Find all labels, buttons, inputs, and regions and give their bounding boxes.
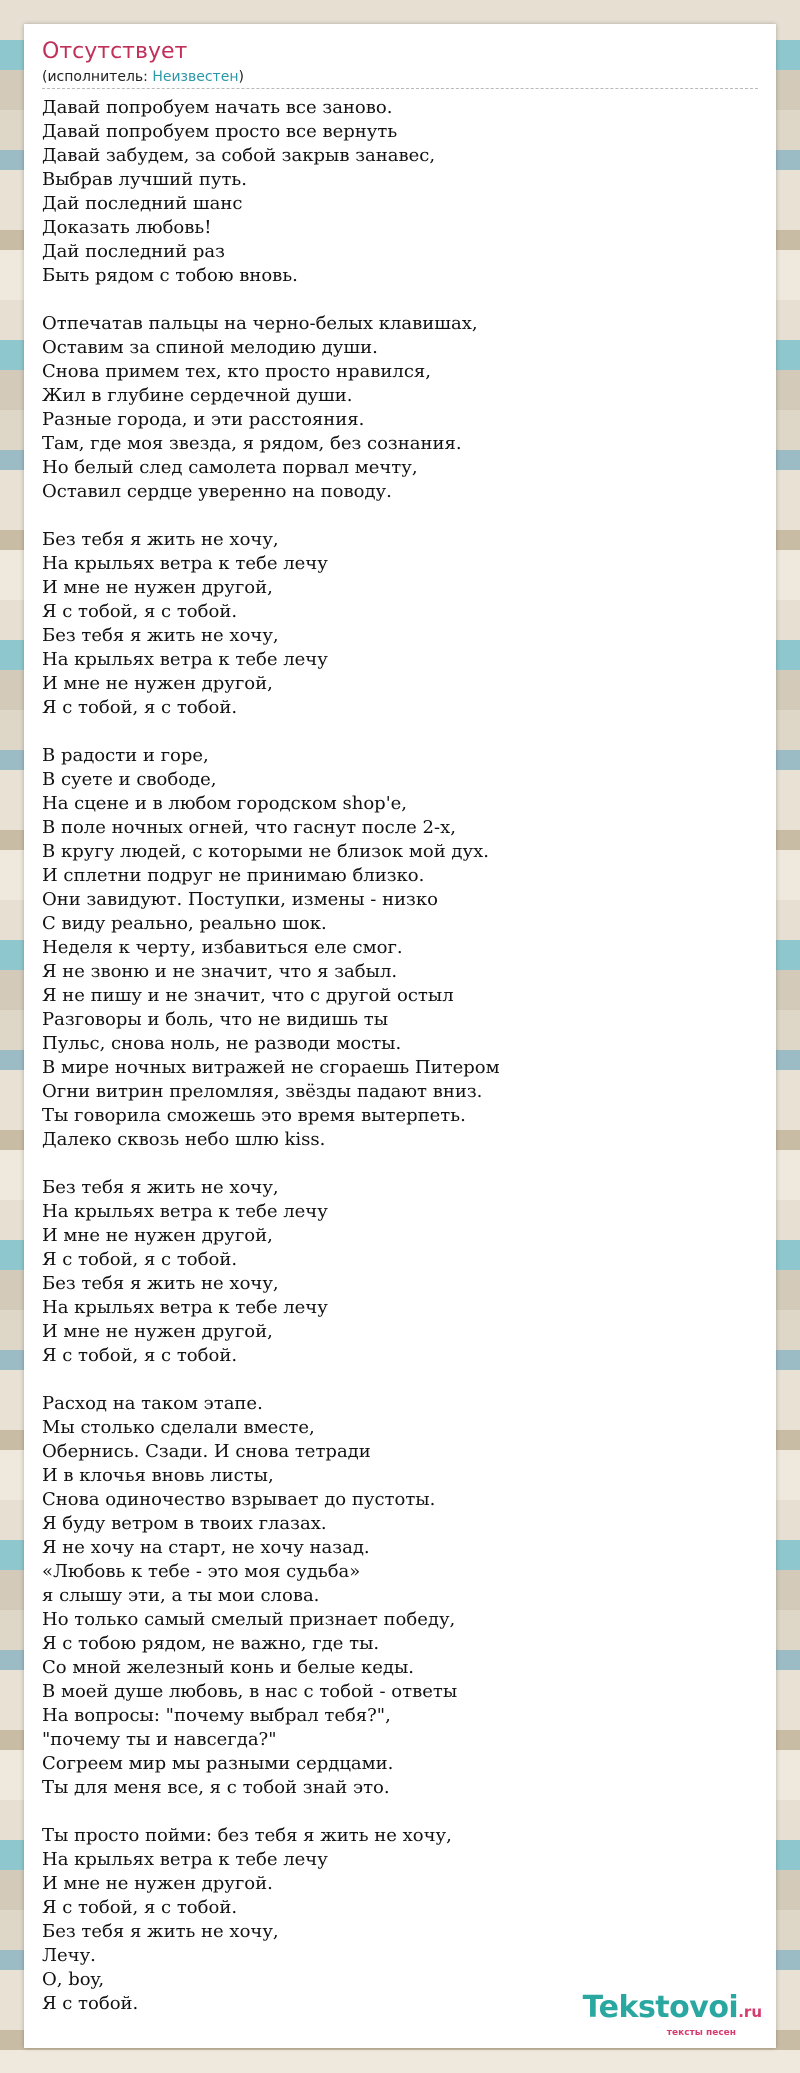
performer-line bbox=[42, 68, 758, 89]
lyrics-card bbox=[24, 24, 776, 2048]
performer-link[interactable]: Неизвестен bbox=[152, 69, 239, 85]
performer-suffix: ) bbox=[238, 69, 244, 85]
site-logo[interactable] bbox=[583, 1992, 762, 2038]
logo-wordmark bbox=[583, 1992, 762, 2028]
logo-name: Tekstovoi bbox=[582, 1990, 739, 2025]
logo-tagline: тексты песен bbox=[666, 2028, 736, 2038]
logo-tld: .ru bbox=[738, 2003, 762, 2021]
lyrics-text: Давай попробуем начать все заново. Давай попробуем просто все вернуть Давай забудем, за собой закрыв занавес, Выбрав лучший путь. Дай последний шанс Доказать любовь! Дай последний раз Быть рядом с тобою вновь. Отпечатав пальцы на черно-белых клавишах, Оставим за спиной мелодию души. Снова примем тех, кто просто нравился, Жил в глубине сердечной души. Разные города, и эти расстояния. Там, где моя звезда, я рядом, без сознания. Но белый след самолета порвал мечту, Оставил сердце уверенно на поводу. Без тебя я жить не хочу, На крыльях ветра к тебе лечу И мне не нужен другой, Я с тобой, я с тобой. Без тебя я жить не хочу, На крыльях ветра к тебе лечу И мне не нужен другой, Я с тобой, я с тобой. В радости и горе, В суете и свободе, На сцене и в любом городском shop'е, В поле ночных огней, что гаснут после 2-х, В кругу людей, с которыми не близок мой дух. И сплетни подруг не принимаю близко. Они завидуют. Поступки, измены - низко С виду реально, реально шок. Неделя к черту, избавиться еле смог. Я не звоню и не значит, что я забыл. Я не пишу и не значит, что с другой остыл Разговоры и боль, что не видишь ты Пульс, снова ноль, не разводи мосты. В мире ночных витражей не сгораешь Питером Огни витрин преломляя, звёзды падают вниз. Ты говорила сможешь это время вытерпеть. Далеко сквозь небо шлю kiss. Без тебя я жить не хочу, На крыльях ветра к тебе лечу И мне не нужен другой, Я с тобой, я с тобой. Без тебя я жить не хочу, На крыльях ветра к тебе лечу И мне не нужен другой, Я с тобой, я с тобой. Расход на таком этапе. Мы столько сделали вместе, Обернись. Сзади. И снова тетради И в клочья вновь листы, Снова одиночество взрывает до пустоты. Я буду ветром в твоих глазах. Я не хочу на старт, не хочу назад. «Любовь к тебе - это моя судьба» я слышу эти, а ты мои слова. Но только самый смелый признает победу, Я с тобою рядом, не важно, где ты. Со мной железный конь и белые кеды. В моей душе любовь, в нас с тобой - ответы На вопросы: "почему выбрал тебя?", "почему ты и навсегда?" Согреем мир мы разными сердцами. Ты для меня все, я с тобой знай это. Ты просто пойми: без тебя я жить не хочу, На крыльях ветра к тебе лечу И мне не нужен другой. Я с тобой, я с тобой. Без тебя я жить не хочу, Лечу. О, boy, Я с тобой. bbox=[42, 97, 500, 2014]
song-title: Отсутствует bbox=[42, 39, 188, 64]
performer-prefix: (исполнитель: bbox=[42, 69, 153, 85]
